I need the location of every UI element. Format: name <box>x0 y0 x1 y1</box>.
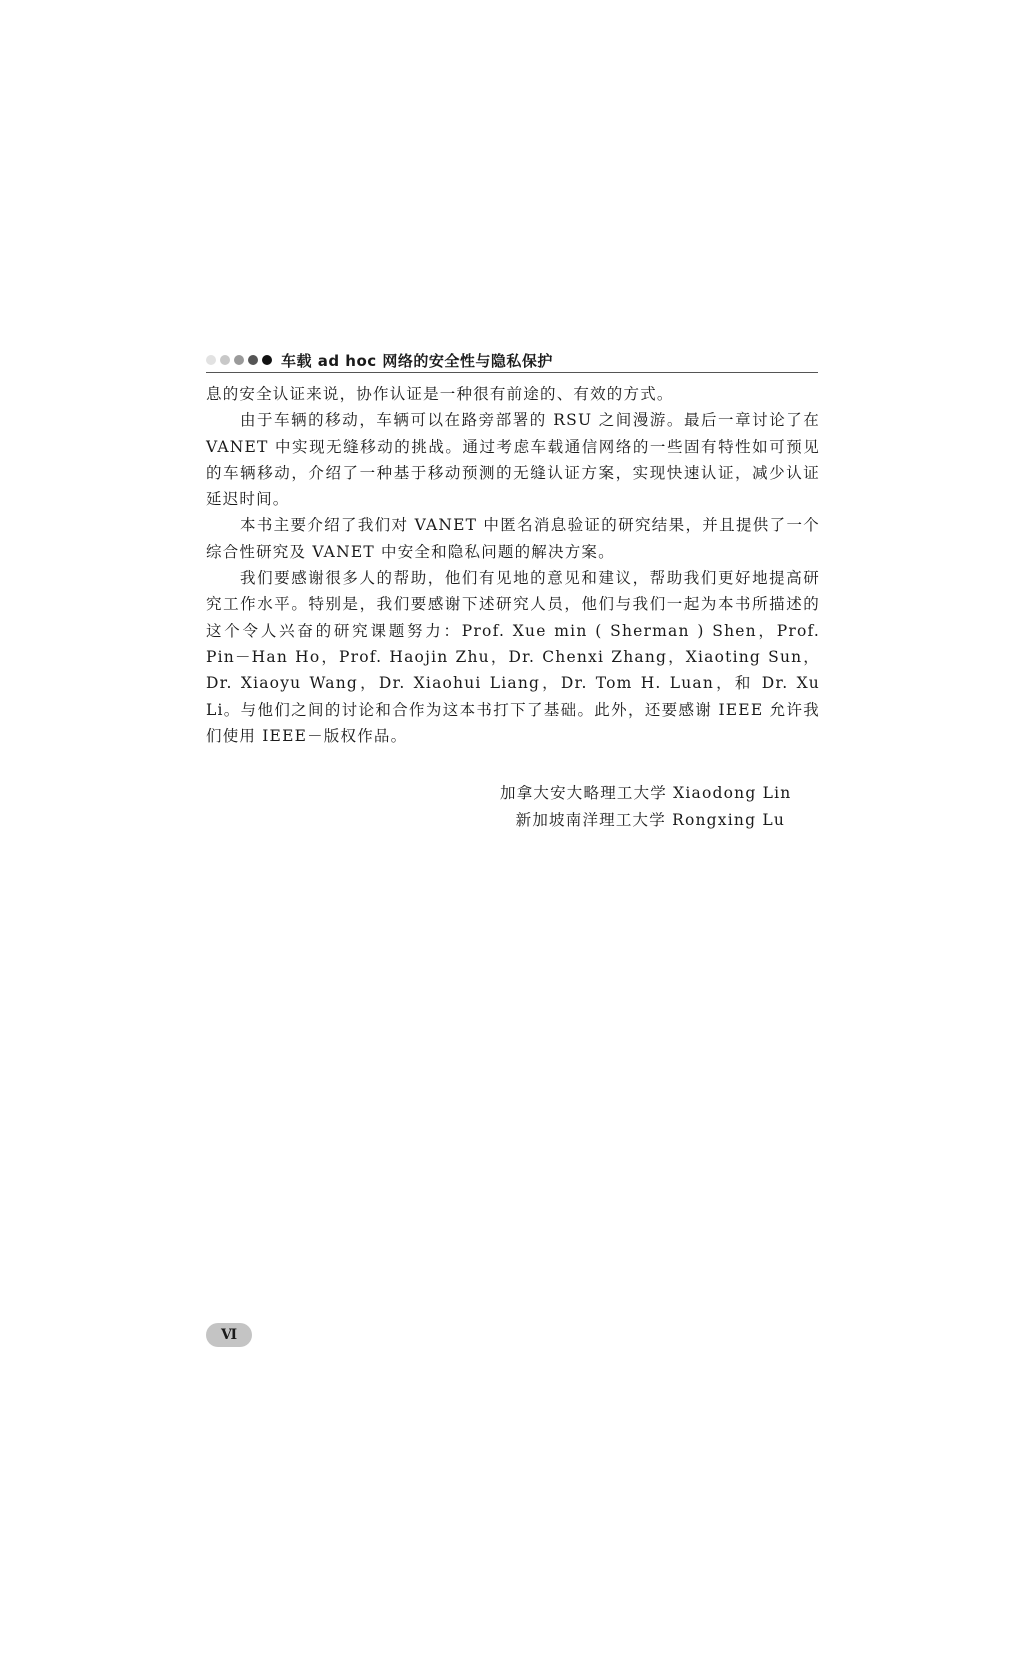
paragraph-continuation: 息的安全认证来说，协作认证是一种很有前途的、有效的方式。 <box>206 385 674 403</box>
running-header-title: 车载 ad hoc 网络的安全性与隐私保护 <box>281 352 553 370</box>
header-dot-4 <box>248 355 258 365</box>
signature-line-2: 新加坡南洋理工大学 Rongxing Lu <box>515 811 785 829</box>
paragraph-mobility: 由于车辆的移动，车辆可以在路旁部署的 RSU 之间漫游。最后一章讨论了在 VANET 中实现无缝移动的挑战。通过考虑车载通信网络的一些固有特性如可预见的车辆移动，介绍了一种基于移动预测的无缝认证方案，实现快速认证，减少认证延迟时间。 <box>206 411 820 509</box>
paragraph-book-summary: 本书主要介绍了我们对 VANET 中匿名消息验证的研究结果，并且提供了一个综合性研究及 VANET 中安全和隐私问题的解决方案。 <box>206 516 820 561</box>
header-dot-2 <box>220 355 230 365</box>
author-signatures <box>500 780 792 834</box>
header-dot-5 <box>262 355 272 365</box>
header-dot-3 <box>234 355 244 365</box>
running-header <box>206 350 818 373</box>
header-dots <box>206 355 272 365</box>
paragraph-acknowledgements: 我们要感谢很多人的帮助，他们有见地的意见和建议，帮助我们更好地提高研究工作水平。特别是，我们要感谢下述研究人员，他们与我们一起为本书所描述的这个令人兴奋的研究课题努力：Prof. Xue min ( Sherman ) Shen，Prof. Pin－Han Ho，Prof. Haojin Zhu，Dr. Chenxi Zhang，Xiaoting Sun，Dr. Xiaoyu Wang，Dr. Xiaohui Liang，Dr. Tom H. Luan，和 Dr. Xu Li。与他们之间的讨论和合作为这本书打下了基础。此外，还要感谢 IEEE 允许我们使用 IEEE－版权作品。 <box>206 569 820 745</box>
signature-line-1: 加拿大安大略理工大学 Xiaodong Lin <box>500 784 792 802</box>
body-text <box>206 381 820 749</box>
page-number: Ⅵ <box>206 1323 252 1347</box>
header-dot-1 <box>206 355 216 365</box>
